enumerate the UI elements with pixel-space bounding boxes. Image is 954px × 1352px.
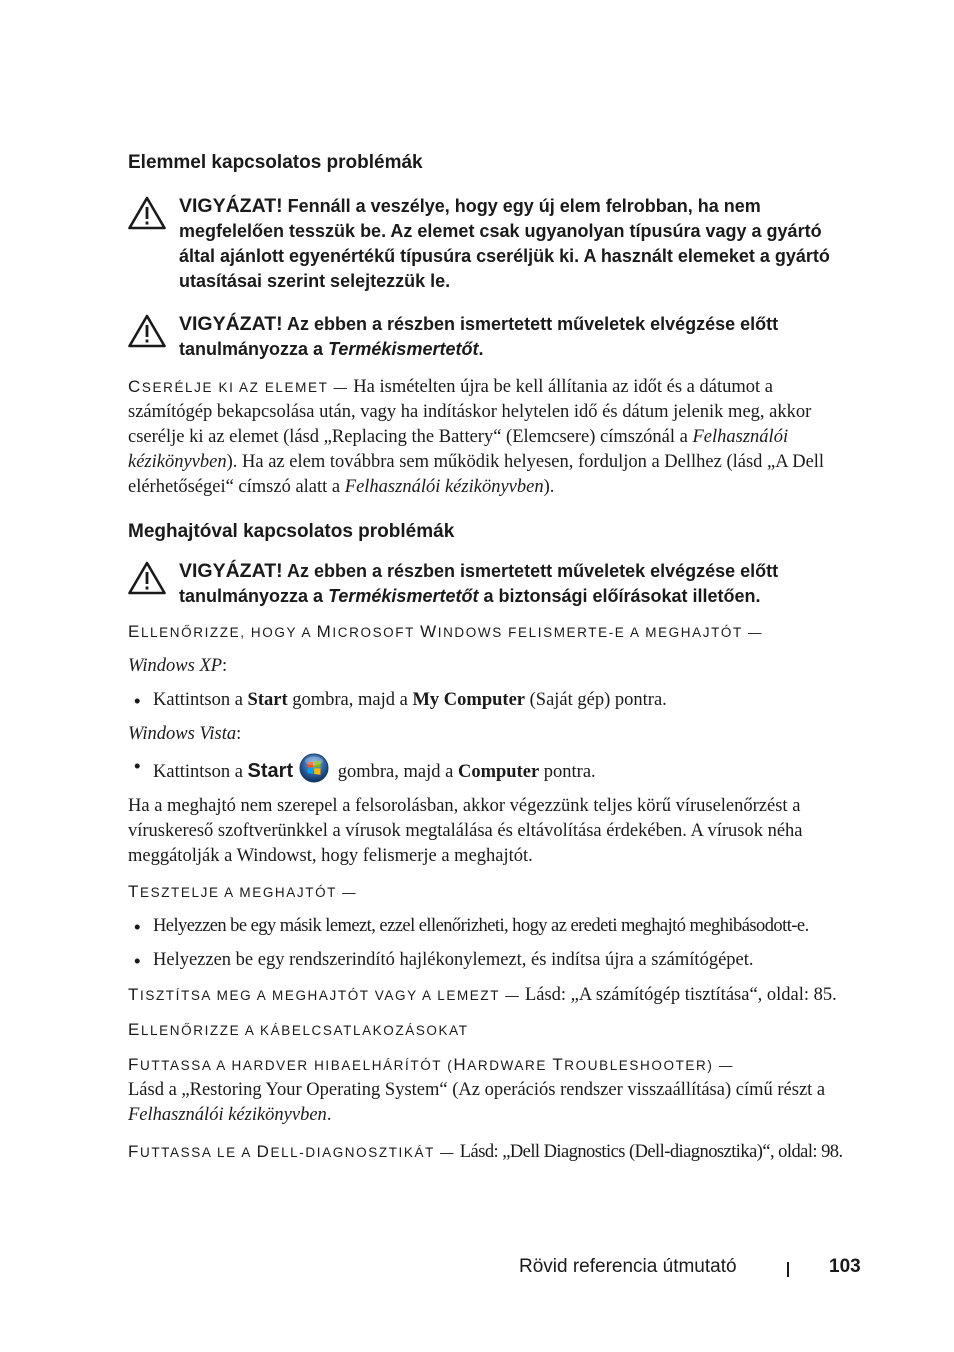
- warning-label: VIGYÁZAT!: [179, 313, 283, 335]
- warning-text: Az ebben a részben ismertetett műveletek elvégzése előtt tanulmányozza a: [179, 561, 779, 606]
- page-number: 103: [829, 1256, 861, 1277]
- warning-triangle-icon: [128, 314, 166, 348]
- list-item: • Kattintson a Start gombra, majd a My Computer (Saját gép) pontra.: [128, 688, 856, 713]
- warning-drive-safety: VIGYÁZAT! Az ebben a részben ismertetett műveletek elvégzése előtt tanulmányozza a Termékismertetőt a biztonsági előírásokat illetően.: [128, 559, 856, 609]
- list-item: • Helyezzen be egy rendszerindító hajlékonylemezt, és indítsa újra a számítógépet.: [128, 948, 856, 973]
- dell-diagnostics-paragraph: FUTTASSA LE A DELL-DIAGNOSZTIKÁT — Lásd: „Dell Diagnostics (Dell-diagnosztika)“, oldal: 98.: [128, 1142, 843, 1162]
- replace-battery-paragraph: CSERÉLJE KI AZ ELEMET — Ha ismételten újra be kell állítania az időt és a dátumot a számítógép bekapcsolása után, vagy ha indításkor helytelen idő és dátum jelenik meg, akkor cserélje ki az elemet (lásd „Replacing the Battery“ (Elemcsere) címszónál a Felhasználói kézikönyvben). Ha az elem továbbra sem működik helyesen, forduljon a Dellhez (lásd „A Dell elérhetőségei“ címszó alatt a Felhasználói kézikönyvben).: [128, 377, 825, 497]
- warning-text: Fennáll a veszélye, hogy egy új elem felrobban, ha nem megfelelően tesszük be. Az elemet csak ugyanolyan típusúra vagy a gyártó által ajánlott egyenértékű típusúra cseréljük ki. A használt elemeket a gyártó utasításai szerint selejtezzük le.: [179, 196, 830, 291]
- virus-scan-paragraph: Ha a meghajtó nem szerepel a felsorolásban, akkor végezzünk teljes körű víruselenőrzést a víruskereső szoftverünkkel a vírusok megtalálása és eltávolítása érdekében. A vírusok néha meggátolják a Windowst, hogy felismerje a meghajtót.: [128, 796, 803, 866]
- clean-drive-paragraph: TISZTÍTSA MEG A MEGHAJTÓT VAGY A LEMEZT — Lásd: „A számítógép tisztítása“, oldal: 85.: [128, 985, 837, 1005]
- runin-check-windows: ELLENŐRIZZE, HOGY A MICROSOFT WINDOWS FELISMERTE-E A MEGHAJTÓT —: [128, 622, 764, 641]
- page-content: [128, 150, 856, 1165]
- footer-title: Rövid referencia útmutató: [519, 1256, 737, 1277]
- runin-test-drive: TESZTELJE A MEGHAJTÓT —: [128, 882, 358, 901]
- warning-text: Az ebben a részben ismertetett műveletek elvégzése előtt tanulmányozza a: [179, 314, 779, 359]
- list-item: • Helyezzen be egy másik lemezt, ezzel ellenőrizheti, hogy az eredeti meghajtó meghibásodott-e.: [128, 914, 856, 939]
- windows-vista-label: Windows Vista:: [128, 724, 242, 744]
- windows-vista-steps: [128, 753, 856, 785]
- warning-doc-ref: Termékismertetőt: [328, 339, 479, 359]
- warning-label: VIGYÁZAT!: [179, 560, 283, 582]
- warning-triangle-icon: [128, 561, 166, 595]
- warning-battery-safety: VIGYÁZAT! Az ebben a részben ismertetett műveletek elvégzése előtt tanulmányozza a Termékismertetőt.: [128, 312, 856, 362]
- runin-hardware-troubleshooter: FUTTASSA A HARDVER HIBAELHÁRÍTÓT (HARDWARE TROUBLESHOOTER) —: [128, 1055, 734, 1074]
- warning-doc-ref: Termékismertetőt: [328, 586, 479, 606]
- section-heading-battery: Elemmel kapcsolatos problémák: [128, 152, 423, 173]
- footer-separator: [787, 1262, 789, 1277]
- warning-battery-explosion: [128, 194, 856, 294]
- list-item: • Kattintson a Start gombra, majd a Computer pontra.: [128, 753, 856, 785]
- runin-check-cables: ELLENŐRIZZE A KÁBELCSATLAKOZÁSOKAT: [128, 1020, 469, 1039]
- warning-triangle-icon: [128, 196, 166, 230]
- test-drive-steps: [128, 914, 856, 973]
- windows-start-orb-icon: [299, 753, 329, 783]
- windows-xp-steps: [128, 688, 856, 713]
- runin-replace-battery: CSERÉLJE KI AZ ELEMET —: [128, 377, 349, 396]
- section-heading-drive: Meghajtóval kapcsolatos problémák: [128, 521, 455, 542]
- warning-label: VIGYÁZAT!: [179, 195, 283, 217]
- hardware-troubleshooter-text: Lásd a „Restoring Your Operating System“ (Az operációs rendszer visszaállítása) című részt a Felhasználói kézikönyvben.: [128, 1080, 826, 1125]
- windows-xp-label: Windows XP:: [128, 656, 228, 676]
